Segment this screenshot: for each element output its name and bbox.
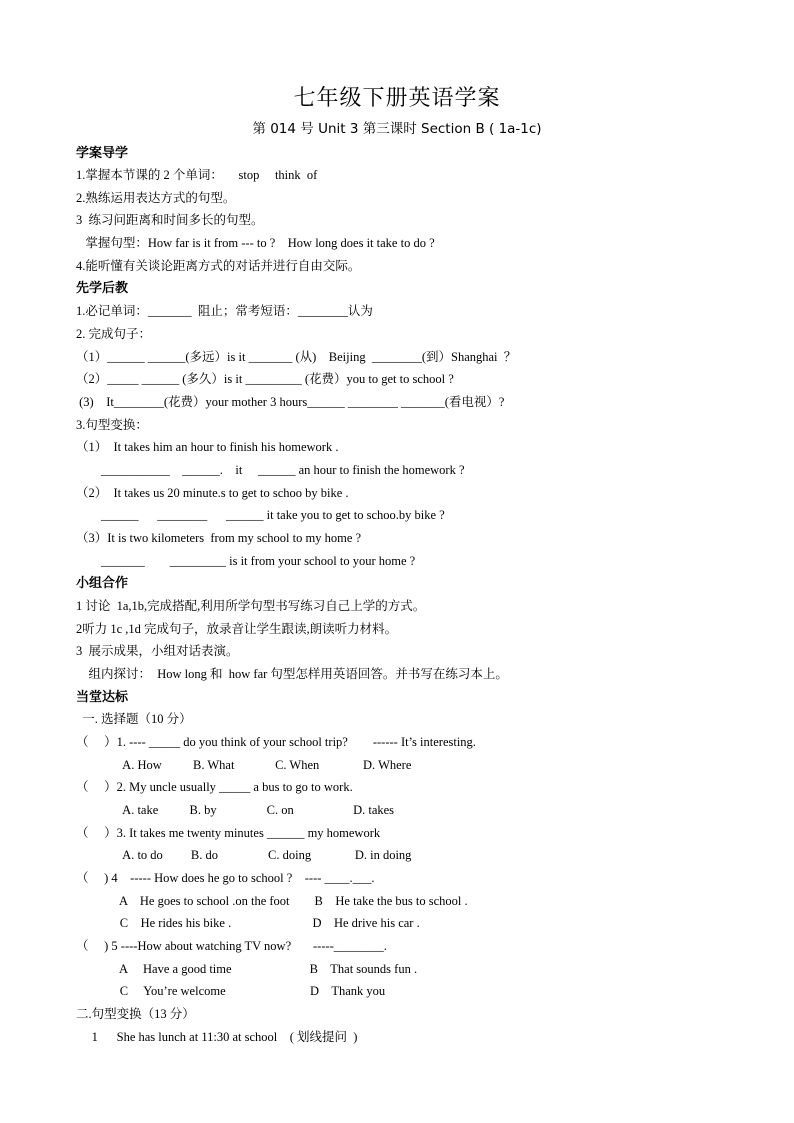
text-line: 二.句型变换（13 分） bbox=[76, 1007, 195, 1021]
text-line: 掌握句型：How far is it from --- to ? How long does it take to do ? bbox=[76, 236, 435, 250]
text-line: 一. 选择题（10 分） bbox=[76, 712, 192, 726]
text-line: 1.必记单词：_______ 阻止；常考短语：________认为 bbox=[76, 304, 373, 318]
text-line: （3）It is two kilometers from my school to my home ? bbox=[76, 531, 362, 545]
text-line: 3.句型变换： bbox=[76, 418, 148, 432]
option-line: A Have a good time B That sounds fun . bbox=[76, 962, 418, 976]
question-line: （ ）2. My uncle usually _____ a bus to go to work. bbox=[76, 780, 353, 794]
text-line: （2）_____ ______ (多久）is it _________ (花费）you to get to school ? bbox=[76, 372, 454, 386]
text-line: 4.能听懂有关谈论距离方式的对话并进行自由交际。 bbox=[76, 259, 361, 273]
option-line: A. to do B. do C. doing D. in doing bbox=[76, 848, 412, 862]
section-heading-3: 小组合作 bbox=[76, 576, 129, 591]
page-title: 七年级下册英语学案 bbox=[293, 86, 501, 111]
text-line: (3) It________(花费）your mother 3 hours______ ________ _______(看电视）? bbox=[76, 395, 505, 409]
question-line: （ ）3. It takes me twenty minutes ______ my homework bbox=[76, 826, 381, 840]
text-line: 2听力 1c ,1d 完成句子，放录音让学生跟读,朗读听力材料。 bbox=[76, 622, 398, 636]
section-heading-2: 先学后教 bbox=[76, 281, 129, 296]
text-line: 2. 完成句子： bbox=[76, 327, 152, 341]
text-line: ______ ________ ______ it take you to get to schoo.by bike ? bbox=[76, 508, 445, 522]
question-line: （ ) 4 ----- How does he go to school ? ---- ____.___. bbox=[76, 871, 375, 885]
text-line: 1.掌握本节课的 2 个单词： stop think of bbox=[76, 168, 318, 182]
section-heading-1: 学案导学 bbox=[76, 146, 129, 161]
text-line: ___________ ______. it ______ an hour to finish the homework ? bbox=[76, 463, 465, 477]
question-line: （ ）1. ---- _____ do you think of your school trip? ------ It’s interesting. bbox=[76, 735, 476, 749]
option-line: A. How B. What C. When D. Where bbox=[76, 758, 412, 772]
text-line: 2.熟练运用表达方式的句型。 bbox=[76, 191, 236, 205]
text-line: （1）______ ______(多远）is it _______ (从) Beijing ________(到）Shanghai ？ bbox=[76, 350, 517, 364]
text-line: 3 练习问距离和时间多长的句型。 bbox=[76, 213, 264, 227]
text-line: 3 展示成果，小组对话表演。 bbox=[76, 644, 239, 658]
option-line: A. take B. by C. on D. takes bbox=[76, 803, 395, 817]
option-line: C You’re welcome D Thank you bbox=[76, 984, 386, 998]
option-line: A He goes to school .on the foot B He take the bus to school . bbox=[76, 894, 468, 908]
text-line: _______ _________ is it from your school to your home ? bbox=[76, 554, 416, 568]
text-line: （1） It takes him an hour to finish his homework . bbox=[76, 440, 339, 454]
text-line: 1 讨论 1a,1b,完成搭配,利用所学句型书写练习自己上学的方式。 bbox=[76, 599, 426, 613]
page-subtitle: 第 014 号 Unit 3 第三课时 Section B ( 1a-1c) bbox=[252, 121, 542, 137]
option-line: C He rides his bike . D He drive his car . bbox=[76, 916, 420, 930]
question-line: （ ) 5 ----How about watching TV now? -----________. bbox=[76, 939, 387, 953]
text-line: 组内探讨： How long 和 how far 句型怎样用英语回答。并书写在练习本上。 bbox=[76, 667, 508, 681]
text-line: （2） It takes us 20 minute.s to get to schoo by bike . bbox=[76, 486, 349, 500]
section-heading-4: 当堂达标 bbox=[76, 690, 129, 705]
question-line: 1 She has lunch at 11:30 at school ( 划线提问 ) bbox=[76, 1030, 358, 1044]
